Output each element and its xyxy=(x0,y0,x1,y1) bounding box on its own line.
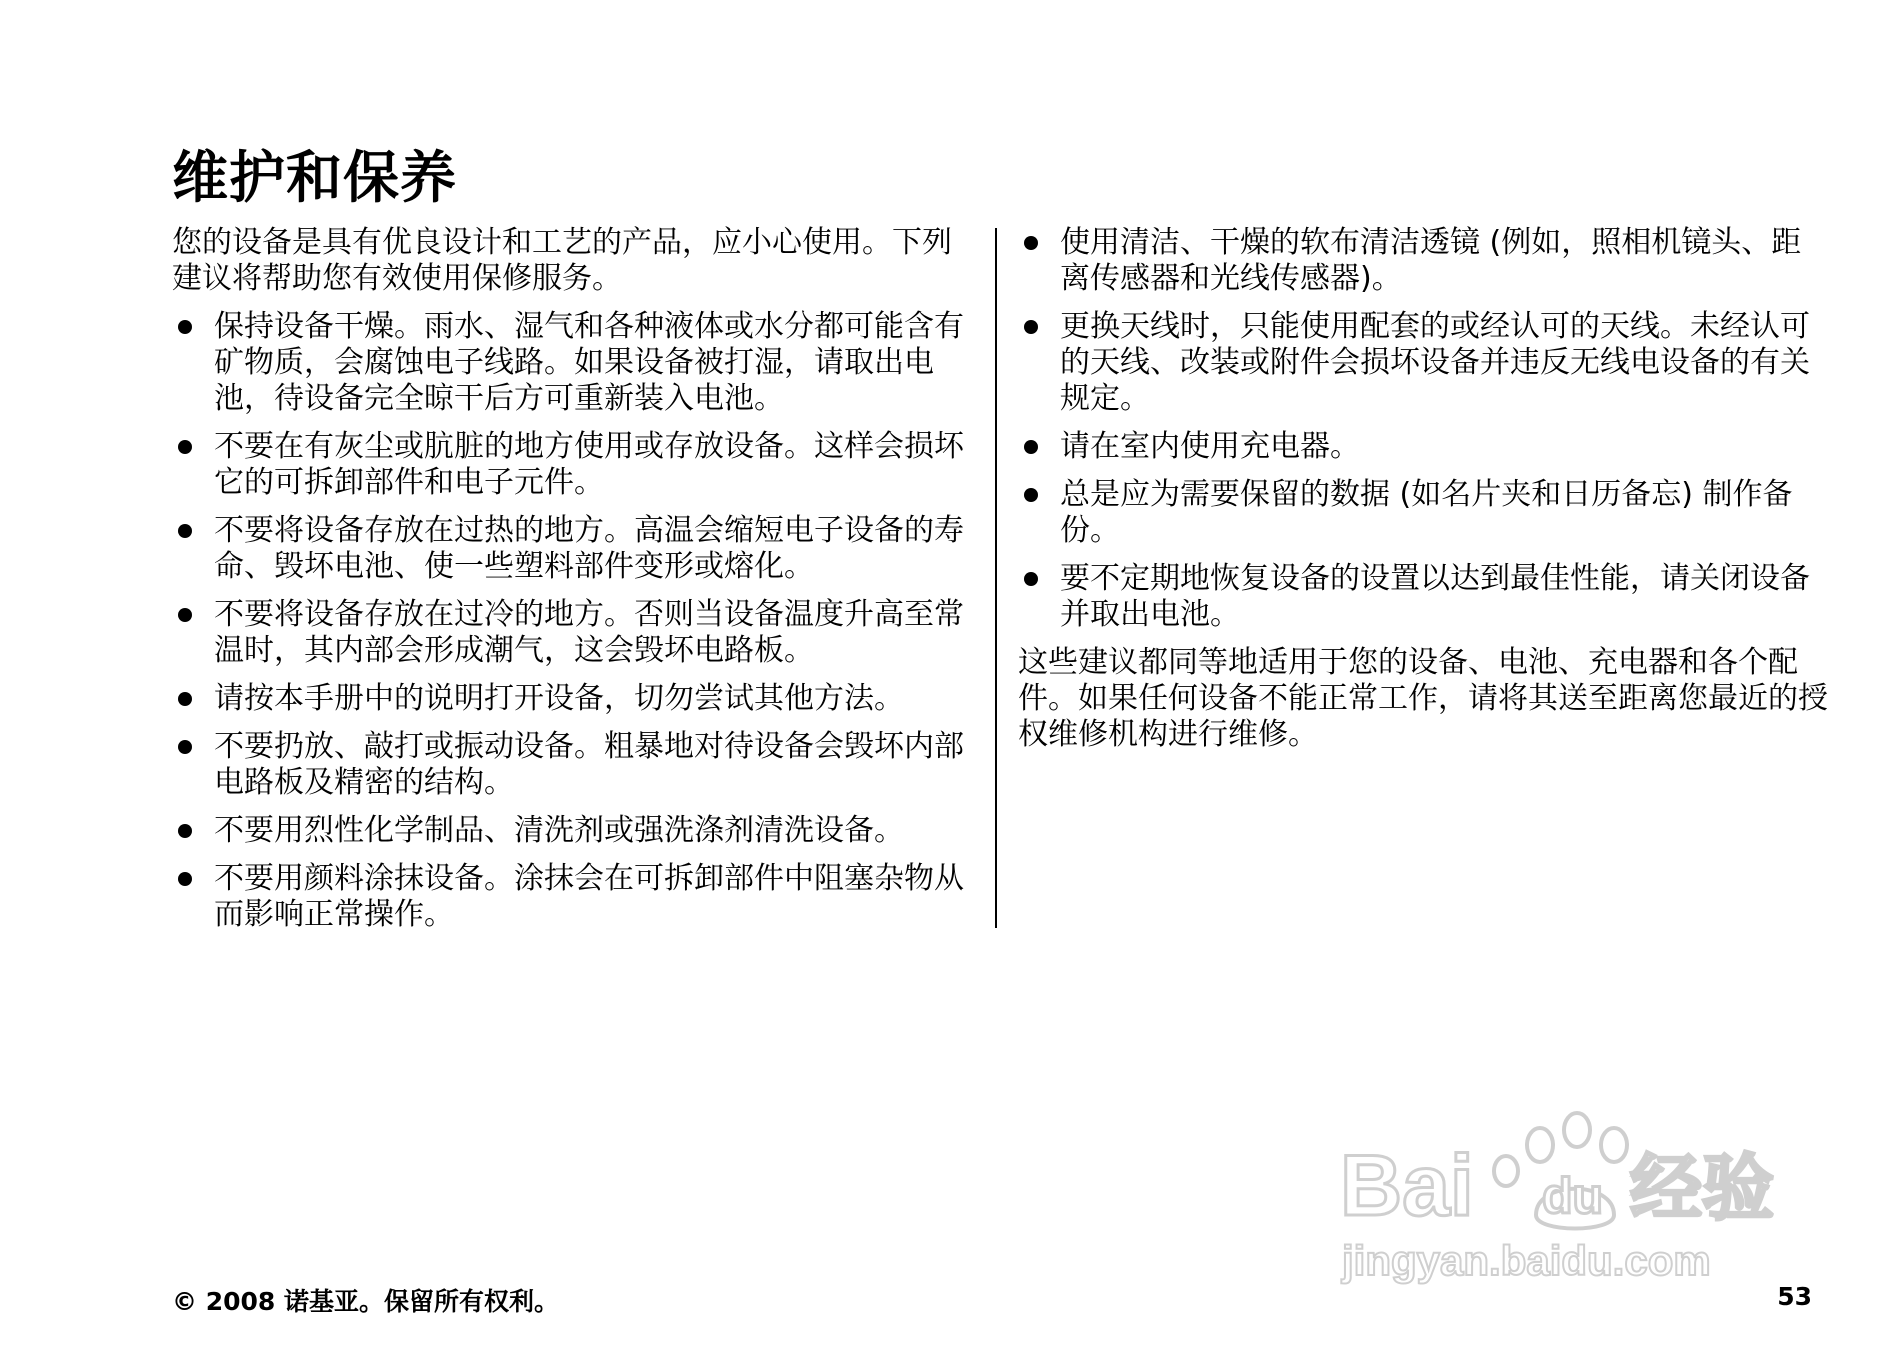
bullet-icon xyxy=(178,524,192,538)
list-item-text: 不要用烈性化学制品、清洗剂或强洗涤剂清洗设备。 xyxy=(214,813,904,848)
list-item-text: 请按本手册中的说明打开设备，切勿尝试其他方法。 xyxy=(214,681,904,716)
list-item xyxy=(172,861,972,933)
list-item xyxy=(172,681,972,717)
svg-text:经验: 经验 xyxy=(1630,1146,1775,1230)
intro-paragraph: 您的设备是具有优良设计和工艺的产品，应小心使用。下列建议将帮助您有效使用保修服务。 xyxy=(172,225,952,296)
list-item-text: 不要将设备存放在过热的地方。高温会缩短电子设备的寿命、毁坏电池、使一些塑料部件变形或熔化。 xyxy=(214,513,964,584)
list-item-text: 要不定期地恢复设备的设置以达到最佳性能，请关闭设备并取出电池。 xyxy=(1060,561,1810,632)
list-item xyxy=(172,429,972,501)
baidu-jingyan-watermark-logo xyxy=(1340,1085,1800,1285)
svg-text:jingyan.baidu.com: jingyan.baidu.com xyxy=(1342,1237,1711,1284)
svg-text:Bai: Bai xyxy=(1340,1138,1474,1234)
list-item-text: 不要将设备存放在过冷的地方。否则当设备温度升高至常温时，其内部会形成潮气，这会毁坏电路板。 xyxy=(214,597,964,668)
page-title: 维护和保养 xyxy=(172,146,457,211)
list-item-text: 保持设备干燥。雨水、湿气和各种液体或水分都可能含有矿物质，会腐蚀电子线路。如果设备被打湿，请取出电池，待设备完全晾干后方可重新装入电池。 xyxy=(214,309,964,416)
list-item xyxy=(1018,561,1828,633)
list-item xyxy=(172,597,972,669)
copyright-notice: © 2008 诺基亚。保留所有权利。 xyxy=(172,1287,559,1316)
right-bullet-list xyxy=(1018,225,1828,633)
list-item xyxy=(172,309,972,417)
list-item xyxy=(1018,477,1828,549)
bullet-icon xyxy=(1024,488,1038,502)
closing-paragraph: 这些建议都同等地适用于您的设备、电池、充电器和各个配件。如果任何设备不能正常工作，请将其送至距离您最近的授权维修机构进行维修。 xyxy=(1018,645,1828,752)
bullet-icon xyxy=(1024,236,1038,250)
list-item-text: 不要在有灰尘或肮脏的地方使用或存放设备。这样会损坏它的可拆卸部件和电子元件。 xyxy=(214,429,964,500)
list-item xyxy=(172,513,972,585)
bullet-icon xyxy=(178,740,192,754)
list-item xyxy=(1018,429,1828,465)
left-column xyxy=(172,225,972,945)
left-bullet-list xyxy=(172,309,972,933)
list-item-text: 不要用颜料涂抹设备。涂抹会在可拆卸部件中阻塞杂物从而影响正常操作。 xyxy=(214,861,964,932)
bullet-icon xyxy=(178,824,192,838)
column-divider xyxy=(995,228,997,928)
bullet-icon xyxy=(178,320,192,334)
bullet-icon xyxy=(1024,440,1038,454)
list-item xyxy=(1018,309,1828,417)
list-item-text: 使用清洁、干燥的软布清洁透镜 (例如，照相机镜头、距离传感器和光线传感器)。 xyxy=(1060,225,1802,296)
svg-text:du: du xyxy=(1542,1168,1604,1224)
bullet-icon xyxy=(178,692,192,706)
bullet-icon xyxy=(178,440,192,454)
bullet-icon xyxy=(1024,320,1038,334)
bullet-icon xyxy=(178,872,192,886)
list-item-text: 不要扔放、敲打或振动设备。粗暴地对待设备会毁坏内部电路板及精密的结构。 xyxy=(214,729,964,800)
list-item-text: 请在室内使用充电器。 xyxy=(1060,429,1360,464)
bullet-icon xyxy=(178,608,192,622)
list-item xyxy=(172,813,972,849)
page-number: 53 xyxy=(1777,1282,1812,1311)
list-item xyxy=(1018,225,1828,297)
list-item xyxy=(172,729,972,801)
right-column xyxy=(1018,225,1828,765)
list-item-text: 总是应为需要保留的数据 (如名片夹和日历备忘) 制作备份。 xyxy=(1060,477,1793,548)
list-item-text: 更换天线时，只能使用配套的或经认可的天线。未经认可的天线、改装或附件会损坏设备并违反无线电设备的有关规定。 xyxy=(1060,309,1810,416)
bullet-icon xyxy=(1024,572,1038,586)
